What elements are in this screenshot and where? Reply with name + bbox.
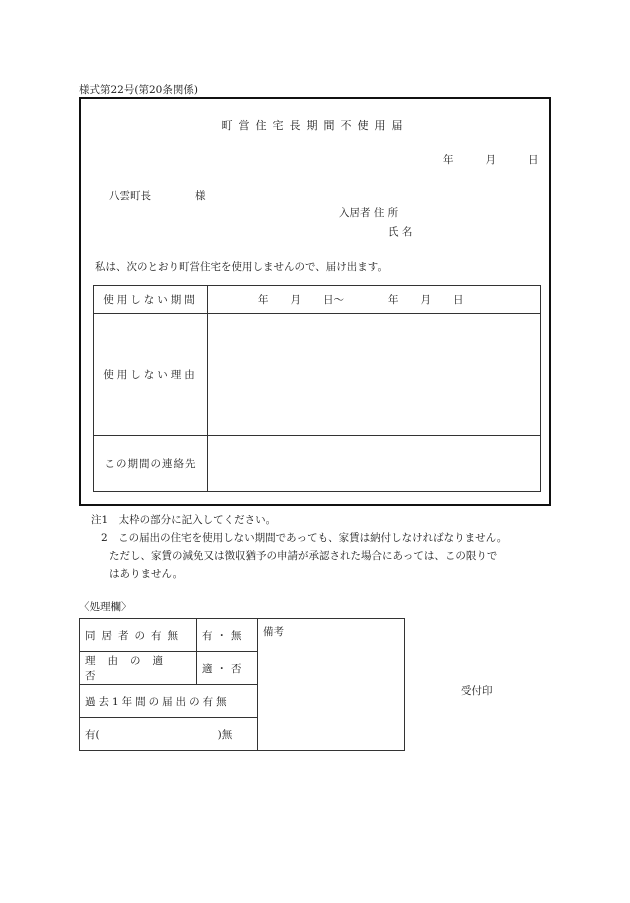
processing-heading: 〈処理欄〉	[79, 601, 132, 613]
page-title: 町営住宅長期間不使用届	[221, 119, 409, 132]
notes	[91, 511, 507, 583]
reception-stamp-label: 受付印	[461, 685, 493, 697]
note-2-end: はありません。	[109, 568, 184, 580]
table-row	[94, 286, 541, 314]
contact-label: この期間の連絡先	[94, 436, 208, 492]
past-no: )無	[217, 728, 233, 741]
processing-table	[79, 618, 405, 751]
note-1: 注1 太枠の部分に記入してください。	[91, 514, 277, 526]
reason-field[interactable]	[208, 314, 541, 436]
note-2-cont: ただし、家賃の減免又は徴収猶予の申請が承認された場合にあっては、この限りで	[109, 550, 498, 562]
cohabitant-options[interactable]: 有・無	[197, 619, 258, 652]
remarks-cell[interactable]	[258, 619, 405, 751]
past-yes: 有(	[85, 728, 100, 741]
table-row	[80, 619, 405, 652]
mayor-label: 八雲町長	[109, 190, 151, 202]
past-filing-field[interactable]	[80, 718, 258, 751]
contact-field[interactable]	[208, 436, 541, 492]
remarks-label: 備考	[263, 626, 284, 638]
form-frame	[79, 97, 551, 506]
statement: 私は、次のとおり町営住宅を使用しませんので、届け出ます。	[95, 261, 388, 273]
period-field[interactable]: 年 月 日〜 年 月 日	[208, 286, 541, 314]
table-row	[94, 436, 541, 492]
form-code: 様式第22号(第20条関係)	[79, 84, 198, 96]
table-row	[94, 314, 541, 436]
name-label: 氏 名	[388, 226, 413, 238]
main-table	[93, 285, 541, 492]
reason-label: 使用しない理由	[94, 314, 208, 436]
address-label: 入居者 住 所	[339, 207, 399, 219]
past-filing-label: 過去1年間の届出の有無	[80, 685, 258, 718]
date-line	[443, 152, 539, 167]
cohabitant-label: 同居者の有無	[80, 619, 197, 652]
reason-suitability-label: 理由の適否	[80, 652, 197, 685]
date-day: 日	[528, 154, 539, 166]
period-label: 使用しない期間	[94, 286, 208, 314]
honorific: 様	[195, 190, 206, 202]
reason-options[interactable]: 適・否	[197, 652, 258, 685]
date-month: 月	[485, 154, 496, 166]
note-2: 2 この届出の住宅を使用しない期間であっても、家賃は納付しなければなりません。	[101, 532, 508, 544]
date-year: 年	[443, 154, 454, 166]
addressee	[109, 188, 206, 203]
